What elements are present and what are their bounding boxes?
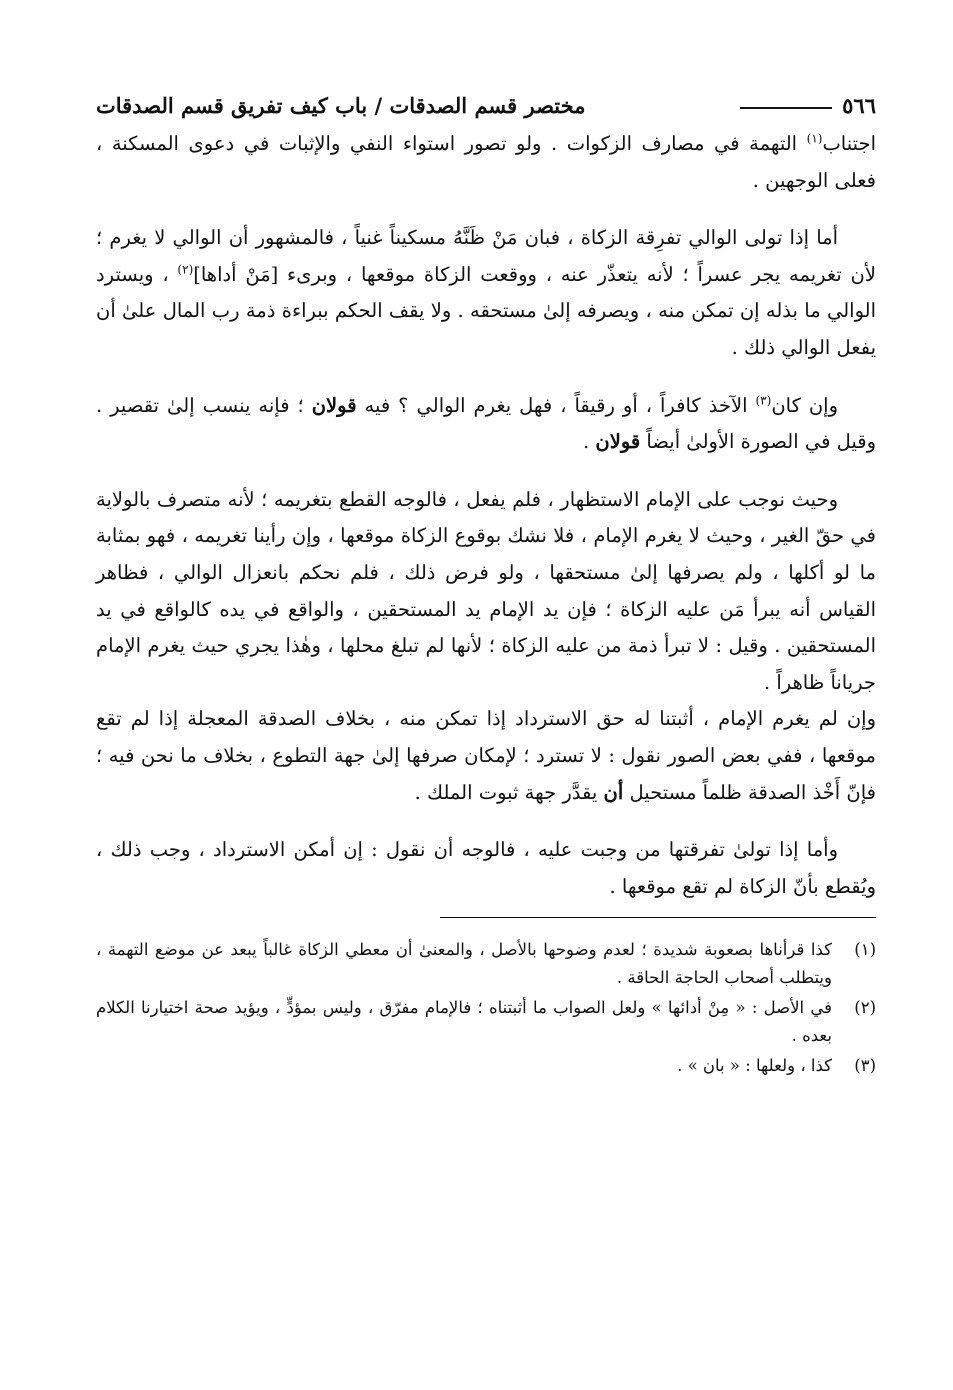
footnote-ref-1: (١) (806, 131, 823, 146)
paragraph-5: وإن لم يغرم الإمام ، أثبتنا له حق الاسترداد إذا تمكن منه ، بخلاف الصدقة المعجلة إذا لم تقع موقعها ، ففي بعض الصور نقول : لا تسترد ؛ لإمكان صرفها إلىٰ جهة التطوع ، بخلاف ما نحن فيه ؛ فإنّ أَخْذ الصدقة ظلماً مستحيل أن يقدَّر جهة ثبوت الملك . (96, 707, 876, 804)
footnote-number: (١) (854, 940, 876, 960)
running-header (96, 86, 876, 126)
page-number: ٥٦٦ (842, 93, 876, 118)
footnote-number: (٣) (854, 1056, 876, 1076)
paragraph-4: وحيث نوجب على الإمام الاستظهار ، فلم يفعل ، فالوجه القطع بتغريمه ؛ لأنه متصرف بالولاية في حقّ الغير ، وحيث لا يغرم الإمام ، فلا نشك بوقوع الزكاة موقعها ، وإن رأينا تغريمه ، فهو بمثابة ما لو أكلها ، ولم يصرفها إلىٰ مستحقها ، ولو فرض ذلك ، فلم نحكم بانعزال الوالي ، فظاهر القياس أنه يبرأ مَن عليه الزكاة ؛ فإن يد الإمام يد المستحقين ، والواقع في يده كالواقع في يد المستحقين . وقيل : لا تبرأ ذمة من عليه الزكاة ؛ لأنها لم تبلغ محلها ، وهٰذا يجري حيث يغرم الإمام جرياناً ظاهراً . (96, 487, 876, 694)
footnote-text: في الأصل : « مِنْ أدائها » ولعل الصواب ما أثبتناه ؛ فالإمام مفرّق ، وليس بمؤدٍّ ، ويؤيد صحة اختيارنا الكلام بعده . (96, 998, 832, 1046)
paragraph-2: أما إذا تولى الوالي تفرِقة الزكاة ، فبان مَنْ ظَنَّهُ مسكيناً غنياً ، فالمشهور أن الوالي لا يغرم ؛ لأن تغريمه يجر عسراً ؛ لأنه يتعذّر عنه ، ووقعت الزكاة موقعها ، وبرىء [مَنْ أداها]$^{(٢)}$ ، ويسترد الوالي ما بذله إن تمكن منه ، ويصرفه إلىٰ مستحقه . ولا يقف الحكم ببراءة ذمة رب المال علىٰ أن يفعل الوالي ذلك . (96, 226, 876, 359)
header-rule (740, 107, 832, 109)
footnote-ref-2: (٢) (177, 262, 194, 277)
book-page (96, 86, 876, 1082)
paragraph-6: وأما إذا تولىٰ تفرقتها من وجبت عليه ، فالوجه أن نقول : إن أمكن الاسترداد ، وجب ذلك ، ويُقطع بأنّ الزكاة لم تقع موقعها . (96, 838, 876, 898)
chapter-title: مختصر قسم الصدقات / باب كيف تفريق قسم الصدقات (96, 93, 586, 118)
footnote-2 (96, 994, 876, 1050)
footnote-text: كذا ، ولعلها : « بان » . (677, 1056, 832, 1076)
bold-term-an: أن (603, 780, 624, 804)
footnote-number: (٢) (854, 998, 876, 1018)
footnote-1 (96, 936, 876, 992)
main-text (96, 126, 876, 905)
bold-term-qawlan-2: قولان (595, 430, 641, 454)
footnote-3 (96, 1052, 876, 1080)
bold-term-qawlan-1: قولان (311, 393, 357, 417)
footnote-ref-3: (٣) (755, 393, 772, 408)
footnote-separator (440, 917, 876, 918)
paragraph-1: اجتناب$^{(١)}$ التهمة في مصارف الزكوات . ولو تصور استواء النفي والإثبات في دعوى المسكنة ، فعلى الوجهين . (96, 131, 876, 192)
paragraph-3: وإن كان$^{(٣)}$ الآخذ كافراً ، أو رقيقاً ، فهل يغرم الوالي ؟ فيه قولان ؛ فإنه ينسب إلىٰ تقصير . وقيل في الصورة الأولىٰ أيضاً قولان . (96, 393, 876, 454)
footnotes (96, 936, 876, 1080)
footnote-text: كذا قرأناها بصعوبة شديدة ؛ لعدم وضوحها بالأصل ، والمعنىٰ أن معطي الزكاة غالباً يبعد عن موضع التهمة ، ويتطلب أصحاب الحاجة الحاقة . (96, 940, 832, 988)
header-page-group (736, 86, 876, 126)
